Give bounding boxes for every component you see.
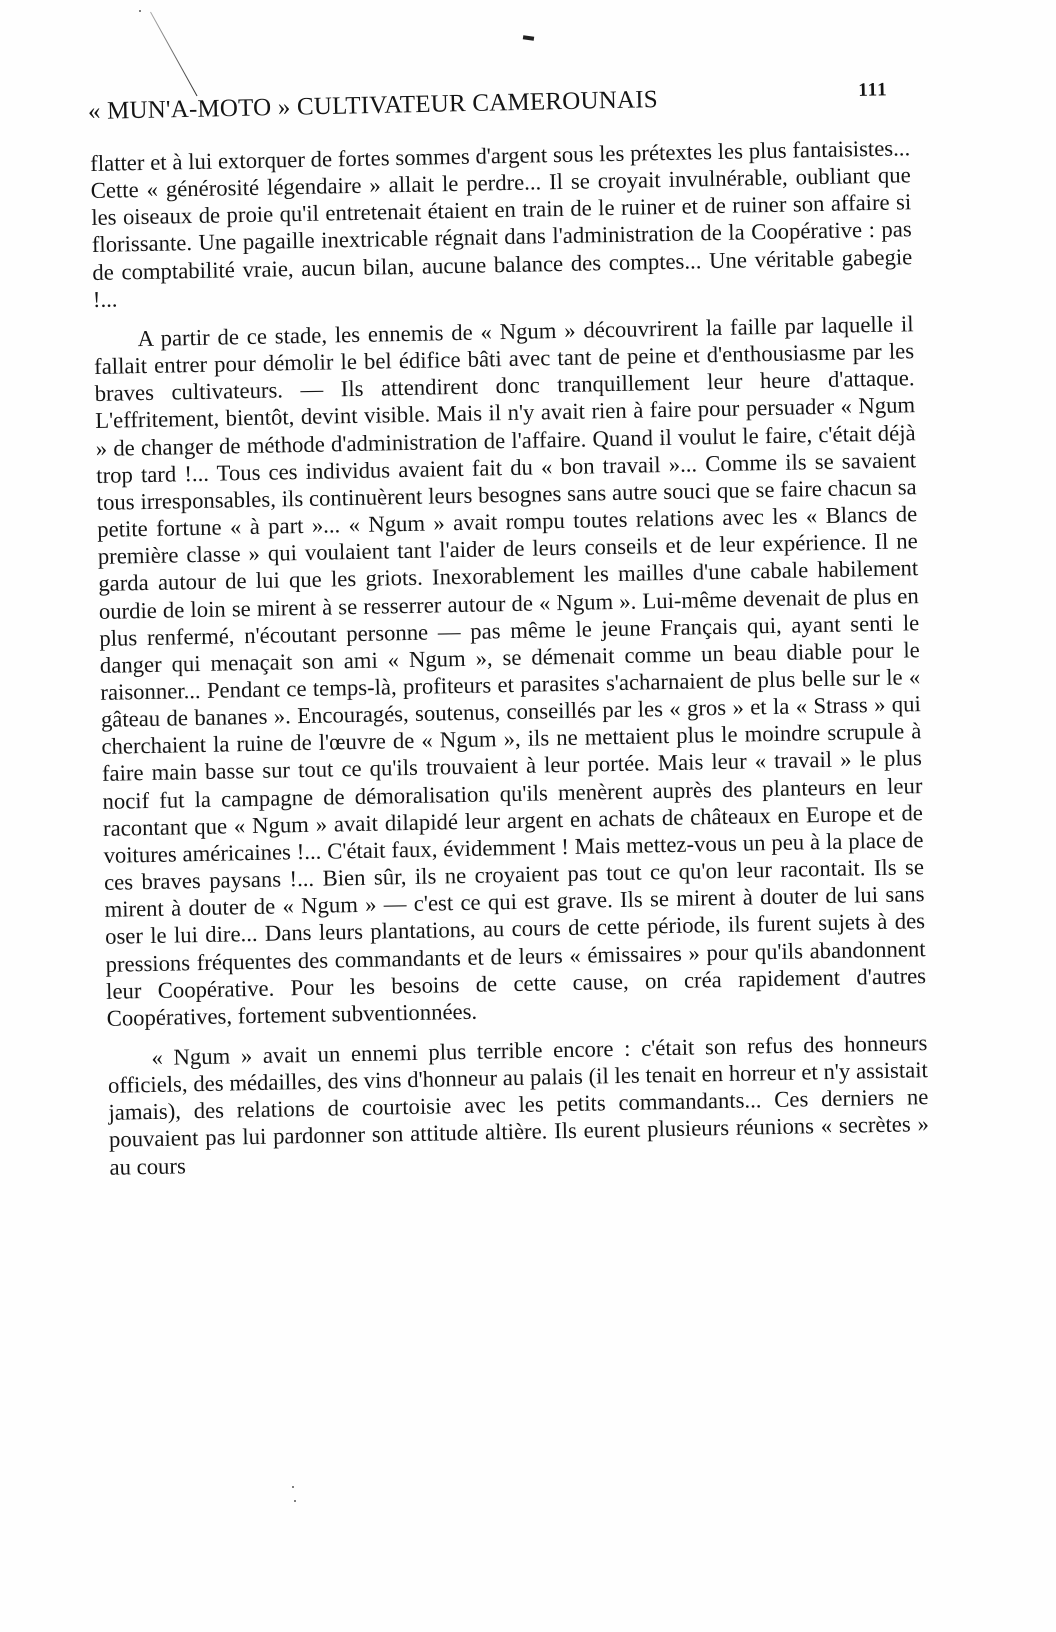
- running-head-title: « MUN'A-MOTO » CULTIVATEUR CAMEROUNAIS: [87, 86, 659, 125]
- scan-dash-mark: [523, 35, 534, 40]
- running-head: [88, 81, 889, 134]
- page-number: 111: [858, 79, 888, 101]
- scan-speck: [139, 10, 141, 12]
- pencil-stroke-mark: [150, 12, 197, 96]
- paragraph-3: « Ngum » avait un ennemi plus terrible encore : c'était son refus des honneurs officiels, des médailles, des vins d'honneur au palais (il les tenait en horreur et n'y assistait jamais), des relations de courtoisie avec les petits commandants... Ces derniers ne pouvaient pas lui pardonner son attitude altière. Ils eurent plusieurs réunions « secrètes » au cours: [107, 1030, 930, 1180]
- paragraph-2: A partir de ce stade, les ennemis de « Ngum » découvrirent la faille par laquelle il fallait entrer pour démolir le bel édifice bâti avec tant de peine et d'enthousiasme par les braves cultivateurs. — Ils attendirent donc tranquillement leur heure d'attaque. L'effritement, bientôt, devint visible. Mais il n'y avait rien à faire pour persuader « Ngum » de changer de méthode d'administration de l'affaire. Quand il voulut le faire, c'était déjà trop tard !... Tous ces individus avaient fait du « bon travail »... Comme ils se savaient tous irresponsables, ils continuèrent leurs besognes sans autre souci que se faire chacun sa petite fortune « à part »... « Ngum » avait rompu toutes relations avec les « Blancs de première classe » qui voulaient tant l'aider de leurs conseils et de leur expérience. Il ne garda autour de lui que les griots. Inexorablement les mailles d'une cabale habilement ourdie de loin se mirent à se resserrer autour de « Ngum ». Lui-même devenait de plus en plus renfermé, n'écoutant personne — pas même le jeune Français qui, ayant senti le danger qui menaçait son ami « Ngum », se démenait comme un beau diable pour le raisonner... Pendant ce temps-là, profiteurs et parasites s'acharnaient de plus belle sur le « gâteau de bananes ». Encouragés, soutenus, conseillés par les « gros » et la « Strass » qui cherchaient la ruine de l'œuvre de « Ngum », ils ne mettaient plus le moindre scrupule à faire main basse sur tout ce qu'ils trouvaient à leur portée. Mais leur « travail » le plus nocif fut la campagne de démoralisation qu'ils menèrent auprès des planteurs en leur racontant que « Ngum » avait dilapidé leur argent en achats de châteaux en Europe et de voitures américaines !... C'était faux, évidemment ! Mais mettez-vous un peu à la place de ces braves paysans !... Bien sûr, ils ne croyaient pas tout ce qu'on leur racontait. Ils se mirent à douter de « Ngum » — c'est ce qui est grave. Ils se mirent à douter de lui sans oser le lui dire... Dans leurs plantations, au cours de cette période, ils furent sujets à des pressions fréquentes des commandants et de leurs « émissaires » pour qu'ils abandonnent leur Coopérative. Pour les besoins de cette cause, on créa rapidement d'autres Coopératives, fortement subventionnées.: [93, 311, 927, 1031]
- body-text: [90, 134, 930, 1180]
- paragraph-1: flatter et à lui extorquer de fortes sommes d'argent sous les prétextes les plus fantaisistes... Cette « générosité légendaire » allait le perdre... Il se croyait invulnérable, oubliant que les oiseaux de proie qu'il entretenait étaient en train de le ruiner et de ruiner son affaire si florissante. Une pagaille inextricable régnait dans l'administration de la Coopérative : pas de comptabilité vraie, aucun bilan, aucune balance des comptes... Une véritable gabegie !...: [90, 135, 913, 312]
- scan-speck: [294, 1500, 296, 1502]
- scan-speck: [292, 1486, 294, 1488]
